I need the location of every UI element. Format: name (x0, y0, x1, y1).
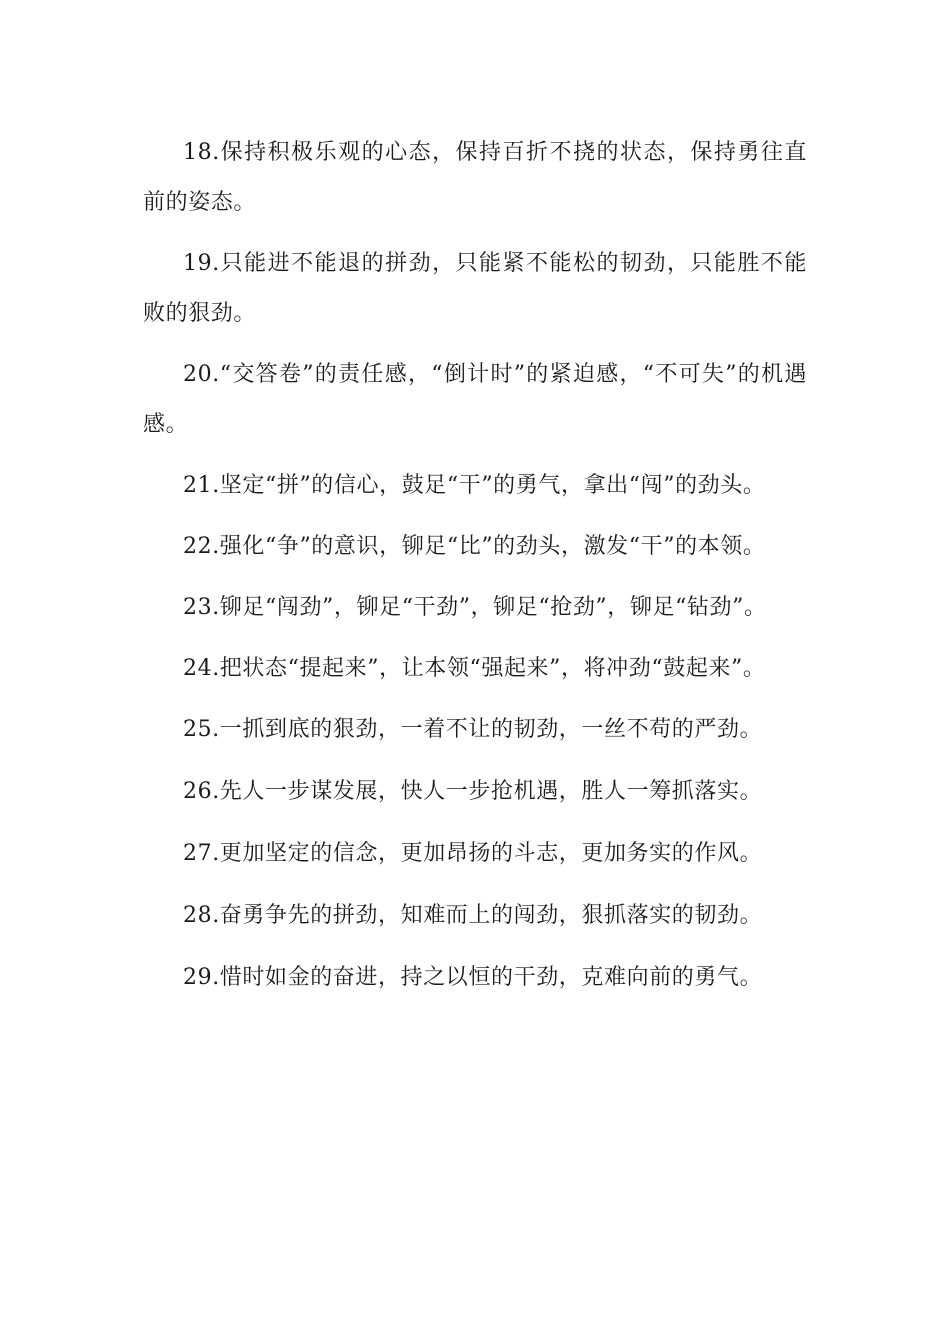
document-body (143, 128, 807, 1015)
item-number: 19. (183, 251, 220, 276)
list-item-25 (143, 705, 807, 755)
item-number: 21. (183, 473, 220, 498)
item-text: 先人一步谋发展，快人一步抢机遇，胜人一筹抓落实。 (219, 779, 763, 804)
item-number: 28. (183, 903, 220, 928)
item-number: 29. (183, 965, 220, 990)
list-item-29 (143, 953, 807, 1003)
item-text: 坚定“拼”的信心，鼓足“干”的勇气，拿出“闯”的劲头。 (219, 473, 766, 498)
item-number: 24. (183, 656, 220, 681)
list-item-21 (143, 461, 807, 511)
list-item-26 (143, 767, 807, 817)
list-item-27 (143, 829, 807, 879)
item-number: 27. (183, 841, 220, 866)
item-text: 惜时如金的奋进，持之以恒的干劲，克难向前的勇气。 (219, 965, 763, 990)
list-item-20 (143, 350, 807, 450)
list-item-19 (143, 239, 807, 339)
list-item-18 (143, 128, 807, 228)
list-item-28 (143, 891, 807, 941)
item-text: “交答卷”的责任感，“倒计时”的紧迫感，“不可失”的机遇感。 (143, 362, 807, 437)
item-number: 20. (183, 362, 220, 387)
item-number: 23. (183, 595, 220, 620)
item-text: 保持积极乐观的心态，保持百折不挠的状态，保持勇往直前的姿态。 (143, 140, 807, 215)
item-number: 26. (183, 779, 220, 804)
list-item-22 (143, 522, 807, 572)
list-item-24 (143, 644, 807, 694)
item-text: 铆足“闯劲”，铆足“干劲”，铆足“抢劲”，铆足“钻劲”。 (219, 595, 767, 620)
item-text: 奋勇争先的拼劲，知难而上的闯劲，狠抓落实的韧劲。 (219, 903, 763, 928)
item-text: 强化“争”的意识，铆足“比”的劲头，激发“干”的本领。 (219, 534, 766, 559)
item-number: 25. (183, 717, 220, 742)
item-text: 更加坚定的信念，更加昂扬的斗志，更加务实的作风。 (219, 841, 763, 866)
item-text: 把状态“提起来”，让本领“强起来”，将冲劲“鼓起来”。 (219, 656, 766, 681)
item-number: 18. (183, 140, 220, 165)
item-text: 只能进不能退的拼劲，只能紧不能松的韧劲，只能胜不能败的狠劲。 (143, 251, 807, 326)
item-number: 22. (183, 534, 220, 559)
item-text: 一抓到底的狠劲，一着不让的韧劲，一丝不苟的严劲。 (219, 717, 763, 742)
list-item-23 (143, 583, 807, 633)
